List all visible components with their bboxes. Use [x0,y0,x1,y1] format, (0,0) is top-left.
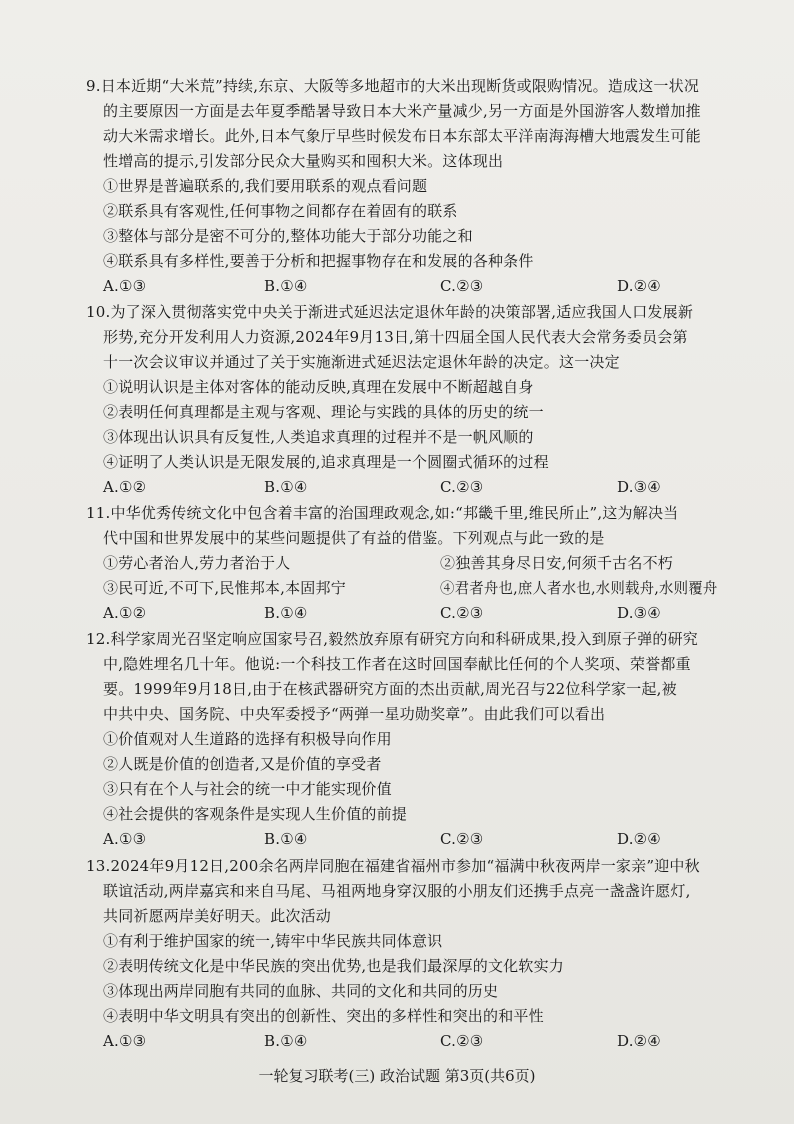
q9-statement-1: ①世界是普遍联系的,我们要用联系的观点看问题 [103,177,428,195]
q9-stem-line-1: 9.日本近期“大米荒”持续,东京、大阪等多地超市的大米出现断货或限购情况。造成这一状况 [86,77,700,95]
q10-stem-line-3: 十一次会议审议并通过了关于实施渐进式延迟法定退休年龄的决定。这一决定 [103,353,620,371]
q11-option-a[interactable]: A.①② [103,604,147,622]
q13-statement-4: ④表明中华文明具有突出的创新性、突出的多样性和突出的和平性 [103,1007,544,1025]
q11-statement-2: ②独善其身尽日安,何须千古名不朽 [440,554,673,572]
q11-statement-1: ①劳心者治人,劳力者治于人 [103,554,291,572]
q12-option-d[interactable]: D.②④ [617,830,661,848]
q9-stem-line-3: 动大米需求增长。此外,日本气象厅早些时候发布日本东部太平洋南海海槽大地震发生可能 [103,127,701,145]
q13-option-c[interactable]: C.②③ [440,1032,484,1050]
q13-statement-1: ①有利于维护国家的统一,铸牢中华民族共同体意识 [103,932,443,950]
q9-stem-line-2: 的主要原因一方面是去年夏季酷暑导致日本大米产量减少,另一方面是外国游客人数增加推 [103,102,701,120]
q10-option-c[interactable]: C.②③ [440,478,484,496]
q13-stem-line-1: 13.2024年9月12日,200余名两岸同胞在福建省福州市参加“福满中秋夜两岸一家亲”迎中秋 [86,857,700,875]
q12-option-b[interactable]: B.①④ [264,830,308,848]
q10-option-a[interactable]: A.①② [103,478,147,496]
q12-statement-3: ③只有在个人与社会的统一中才能实现价值 [103,780,392,798]
q10-statement-3: ③体现出认识具有反复性,人类追求真理的过程并不是一帆风顺的 [103,428,534,446]
q13-stem-line-2: 联谊活动,两岸嘉宾和来自马尾、马祖两地身穿汉服的小朋友们还携手点亮一盏盏许愿灯, [103,882,691,900]
q12-option-c[interactable]: C.②③ [440,830,484,848]
q12-stem-line-1: 12.科学家周光召坚定响应国家号召,毅然放弃原有研究方向和科研成果,投入到原子弹的研究 [86,630,698,648]
q12-option-a[interactable]: A.①③ [103,830,147,848]
q11-stem-line-1: 11.中华优秀传统文化中包含着丰富的治国理政观念,如:“邦畿千里,维民所止”,这为解决当 [86,504,679,522]
q13-option-d[interactable]: D.②④ [617,1032,661,1050]
q12-stem-line-4: 中共中央、国务院、中央军委授予“两弹一星功勋奖章”。由此我们可以看出 [103,705,606,723]
q13-statement-3: ③体现出两岸同胞有共同的血脉、共同的文化和共同的历史 [103,982,499,1000]
q11-stem-line-2: 代中国和世界发展中的某些问题提供了有益的借鉴。下列观点与此一致的是 [103,529,605,547]
q9-statement-2: ②联系具有客观性,任何事物之间都存在着固有的联系 [103,202,458,220]
q13-stem-line-3: 共同祈愿两岸美好明天。此次活动 [103,907,332,925]
q12-stem-line-2: 中,隐姓埋名几十年。他说:一个科技工作者在这时回国奉献比任何的个人奖项、荣誉都重 [103,655,691,673]
q10-option-d[interactable]: D.③④ [617,478,661,496]
q10-statement-1: ①说明认识是主体对客体的能动反映,真理在发展中不断超越自身 [103,378,534,396]
q11-option-c[interactable]: C.②③ [440,604,484,622]
q10-statement-4: ④证明了人类认识是无限发展的,追求真理是一个圆圈式循环的过程 [103,453,549,471]
q11-option-d[interactable]: D.③④ [617,604,661,622]
q10-option-b[interactable]: B.①④ [264,478,308,496]
q9-option-a[interactable]: A.①③ [103,277,147,295]
q13-option-a[interactable]: A.①③ [103,1032,147,1050]
q10-statement-2: ②表明任何真理都是主观与客观、理论与实践的具体的历史的统一 [103,403,544,421]
q9-option-c[interactable]: C.②③ [440,277,484,295]
q11-option-b[interactable]: B.①④ [264,604,308,622]
q13-option-b[interactable]: B.①④ [264,1032,308,1050]
q13-statement-2: ②表明传统文化是中华民族的突出优势,也是我们最深厚的文化软实力 [103,957,564,975]
q9-statement-4: ④联系具有多样性,要善于分析和把握事物存在和发展的各种条件 [103,252,534,270]
q12-statement-1: ①价值观对人生道路的选择有积极导向作用 [103,730,392,748]
q10-stem-line-2: 形势,充分开发利用人力资源,2024年9月13日,第十四届全国人民代表大会常务委员会第 [103,328,688,346]
q12-statement-4: ④社会提供的客观条件是实现人生价值的前提 [103,805,408,823]
q11-statement-3: ③民可近,不可下,民惟邦本,本固邦宁 [103,579,346,597]
q9-statement-3: ③整体与部分是密不可分的,整体功能大于部分功能之和 [103,227,473,245]
q12-statement-2: ②人既是价值的创造者,又是价值的享受者 [103,755,382,773]
q10-stem-line-1: 10.为了深入贯彻落实党中央关于渐进式延迟法定退休年龄的决策部署,适应我国人口发展新 [86,303,694,321]
page-footer: 一轮复习联考(三) 政治试题 第3页(共6页) [258,1067,536,1085]
q11-statement-4: ④君者舟也,庶人者水也,水则载舟,水则覆舟 [440,579,718,597]
q9-option-d[interactable]: D.②④ [617,277,661,295]
q12-stem-line-3: 要。1999年9月18日,由于在核武器研究方面的杰出贡献,周光召与22位科学家一起,被 [103,680,677,698]
q9-option-b[interactable]: B.①④ [264,277,308,295]
q9-stem-line-4: 性增高的提示,引发部分民众大量购买和囤积大米。这体现出 [103,152,504,170]
